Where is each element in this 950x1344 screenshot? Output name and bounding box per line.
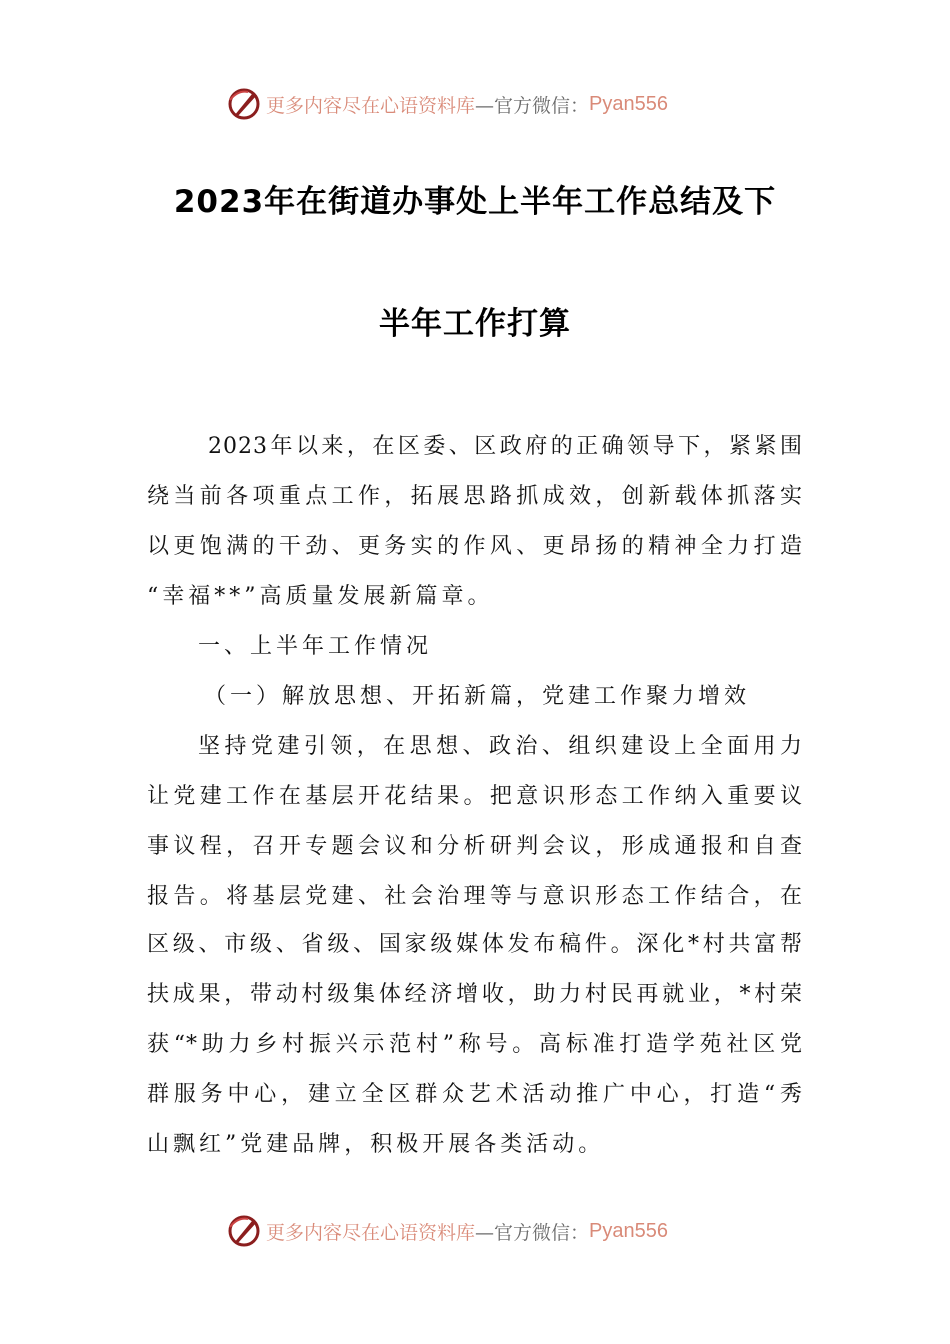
document-title-line-2: 半年工作打算 — [379, 306, 571, 342]
body-line: 报告。将基层党建、社会治理等与意识形态工作结合，在 — [147, 884, 803, 909]
watermark-wechat-id: Pyan556 — [589, 92, 668, 115]
body-line: 事议程，召开专题会议和分析研判会议，形成通报和自查 — [147, 834, 803, 859]
watermark-wechat-id: Pyan556 — [589, 1219, 668, 1242]
watermark-header — [226, 84, 668, 124]
watermark-wechat-label: —官方微信： — [475, 1221, 590, 1244]
watermark-footer — [226, 1211, 668, 1251]
section-heading: 一、上半年工作情况 — [198, 634, 433, 659]
subsection-heading: （一）解放思想、开拓新篇，党建工作聚力增效 — [204, 684, 751, 709]
body-line: 获“*助力乡村振兴示范村”称号。高标准打造学苑社区党 — [147, 1032, 803, 1057]
body-line: 2023年以来，在区委、区政府的正确领导下，紧紧围 — [208, 434, 803, 459]
watermark-text: 更多内容尽在心语资料库 — [266, 1221, 476, 1244]
document-title-line-1: 2023年在街道办事处上半年工作总结及下 — [173, 184, 777, 220]
body-line: 扶成果，带动村级集体经济增收，助力村民再就业，*村荣 — [147, 982, 803, 1007]
watermark-wechat-label: —官方微信： — [475, 94, 590, 117]
body-line: 山飘红”党建品牌，积极开展各类活动。 — [147, 1132, 605, 1157]
body-line: 让党建工作在基层开花结果。把意识形态工作纳入重要议 — [147, 784, 803, 809]
watermark-text: 更多内容尽在心语资料库 — [266, 94, 476, 117]
body-line: 群服务中心，建立全区群众艺术活动推广中心，打造“秀 — [147, 1082, 803, 1107]
quill-logo-icon — [226, 86, 262, 122]
body-line: 坚持党建引领，在思想、政治、组织建设上全面用力 — [198, 734, 803, 759]
quill-logo-icon — [226, 1213, 262, 1249]
body-line: 区级、市级、省级、国家级媒体发布稿件。深化*村共富帮 — [147, 932, 803, 957]
body-line: 绕当前各项重点工作，拓展思路抓成效，创新载体抓落实 — [147, 484, 803, 509]
body-line: “幸福**”高质量发展新篇章。 — [147, 584, 494, 609]
body-line: 以更饱满的干劲、更务实的作风、更昂扬的精神全力打造 — [147, 534, 803, 559]
